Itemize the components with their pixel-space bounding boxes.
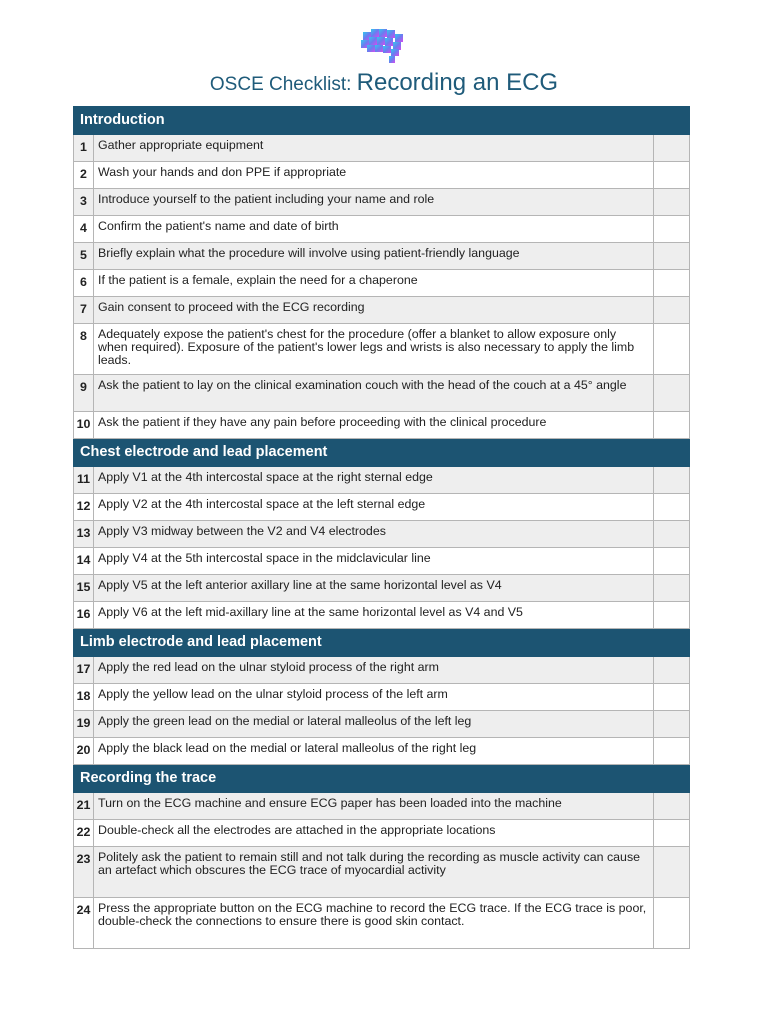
item-number: 3 [74,189,94,216]
item-number: 21 [74,793,94,820]
item-text: Apply the red lead on the ulnar styloid process of the right arm [94,657,654,684]
item-text: Apply the yellow lead on the ulnar styloid process of the left arm [94,684,654,711]
item-number: 11 [74,467,94,494]
item-text: Double-check all the electrodes are attached in the appropriate locations [94,820,654,847]
table-row [74,494,690,521]
checkbox-cell[interactable] [653,847,689,898]
item-number: 20 [74,738,94,765]
item-number: 1 [74,135,94,162]
table-row [74,793,690,820]
item-text: Gain consent to proceed with the ECG recording [94,297,654,324]
checkbox-cell[interactable] [653,898,689,949]
item-text: Adequately expose the patient's chest for the procedure (offer a blanket to allow exposure only when required). Exposure of the patient's lower legs and wrists is also necessary to apply the limb leads. [94,324,654,375]
table-row [74,738,690,765]
section-title: Limb electrode and lead placement [74,629,690,657]
item-text: Gather appropriate equipment [94,135,654,162]
item-text: Apply V5 at the left anterior axillary line at the same horizontal level as V4 [94,575,654,602]
item-number: 9 [74,375,94,412]
table-row [74,324,690,375]
item-number: 6 [74,270,94,297]
item-number: 14 [74,548,94,575]
item-number: 17 [74,657,94,684]
checkbox-cell[interactable] [653,602,689,629]
item-number: 18 [74,684,94,711]
table-row [74,375,690,412]
table-row [74,162,690,189]
item-number: 15 [74,575,94,602]
checkbox-cell[interactable] [653,684,689,711]
table-row [74,270,690,297]
table-row [74,820,690,847]
checkbox-cell[interactable] [653,375,689,412]
table-row [74,711,690,738]
item-number: 13 [74,521,94,548]
checklist-table [73,106,690,949]
section-title: Introduction [74,107,690,135]
table-row [74,189,690,216]
item-text: Press the appropriate button on the ECG machine to record the ECG trace. If the ECG trace is poor, double-check the connections to ensure there is good skin contact. [94,898,654,949]
table-row [74,216,690,243]
table-row [74,412,690,439]
checkbox-cell[interactable] [653,820,689,847]
item-text: Apply the black lead on the medial or lateral malleolus of the right leg [94,738,654,765]
checkbox-cell[interactable] [653,494,689,521]
table-row [74,898,690,949]
item-number: 8 [74,324,94,375]
item-number: 4 [74,216,94,243]
item-text: Apply the green lead on the medial or lateral malleolus of the left leg [94,711,654,738]
checkbox-cell[interactable] [653,711,689,738]
table-row [74,467,690,494]
section-header [74,765,690,793]
section-title: Chest electrode and lead placement [74,439,690,467]
checkbox-cell[interactable] [653,297,689,324]
item-number: 10 [74,412,94,439]
section-title: Recording the trace [74,765,690,793]
item-text: Apply V1 at the 4th intercostal space at the right sternal edge [94,467,654,494]
table-row [74,684,690,711]
item-text: If the patient is a female, explain the need for a chaperone [94,270,654,297]
item-number: 22 [74,820,94,847]
checkbox-cell[interactable] [653,412,689,439]
section-header [74,107,690,135]
section-header [74,439,690,467]
item-text: Ask the patient if they have any pain before proceeding with the clinical procedure [94,412,654,439]
table-row [74,657,690,684]
checkbox-cell[interactable] [653,793,689,820]
table-row [74,521,690,548]
brain-logo-icon [359,26,409,66]
item-text: Introduce yourself to the patient including your name and role [94,189,654,216]
item-number: 5 [74,243,94,270]
checkbox-cell[interactable] [653,243,689,270]
checkbox-cell[interactable] [653,548,689,575]
table-row [74,575,690,602]
checkbox-cell[interactable] [653,657,689,684]
checkbox-cell[interactable] [653,216,689,243]
item-number: 24 [74,898,94,949]
item-number: 19 [74,711,94,738]
table-row [74,135,690,162]
item-text: Briefly explain what the procedure will involve using patient-friendly language [94,243,654,270]
item-number: 7 [74,297,94,324]
item-text: Politely ask the patient to remain still and not talk during the recording as muscle activity can cause an artefact which obscures the ECG trace of myocardial activity [94,847,654,898]
checkbox-cell[interactable] [653,575,689,602]
checkbox-cell[interactable] [653,324,689,375]
table-row [74,297,690,324]
section-header [74,629,690,657]
item-text: Apply V2 at the 4th intercostal space at the left sternal edge [94,494,654,521]
item-number: 16 [74,602,94,629]
checkbox-cell[interactable] [653,162,689,189]
page-title [0,69,768,97]
checkbox-cell[interactable] [653,467,689,494]
table-row [74,602,690,629]
checkbox-cell[interactable] [653,189,689,216]
item-text: Ask the patient to lay on the clinical examination couch with the head of the couch at a 45° angle [94,375,654,412]
item-text: Wash your hands and don PPE if appropriate [94,162,654,189]
checkbox-cell[interactable] [653,738,689,765]
item-number: 2 [74,162,94,189]
checkbox-cell[interactable] [653,135,689,162]
table-row [74,548,690,575]
title-prefix: OSCE Checklist: [209,74,357,95]
item-text: Apply V3 midway between the V2 and V4 electrodes [94,521,654,548]
table-row [74,847,690,898]
title-main: Recording an ECG [356,69,559,96]
table-row [74,243,690,270]
item-text: Confirm the patient's name and date of birth [94,216,654,243]
item-text: Turn on the ECG machine and ensure ECG paper has been loaded into the machine [94,793,654,820]
checkbox-cell[interactable] [653,521,689,548]
checkbox-cell[interactable] [653,270,689,297]
item-number: 23 [74,847,94,898]
item-number: 12 [74,494,94,521]
item-text: Apply V6 at the left mid-axillary line at the same horizontal level as V4 and V5 [94,602,654,629]
item-text: Apply V4 at the 5th intercostal space in the midclavicular line [94,548,654,575]
